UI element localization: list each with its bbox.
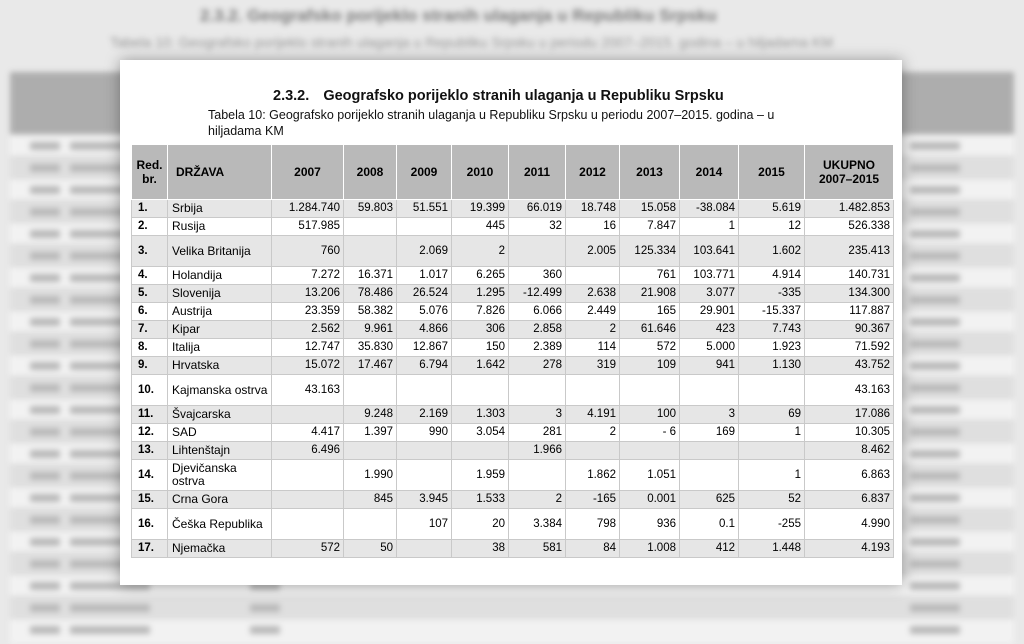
table-row (132, 424, 894, 442)
total-cell: 90.367 (805, 321, 894, 339)
value-cell: 165 (620, 303, 680, 321)
value-cell: -165 (566, 491, 620, 509)
value-cell: 2.858 (509, 321, 566, 339)
value-cell: -255 (739, 509, 805, 540)
value-cell: 625 (680, 491, 739, 509)
table-row (132, 218, 894, 236)
row-number: 11. (132, 406, 168, 424)
background-cell (910, 362, 960, 370)
value-cell: 23.359 (272, 303, 344, 321)
value-cell: 760 (272, 236, 344, 267)
background-cell (910, 296, 960, 304)
value-cell: 1 (680, 218, 739, 236)
value-cell: 572 (272, 540, 344, 558)
value-cell: 50 (344, 540, 397, 558)
value-cell: 7.826 (452, 303, 509, 321)
value-cell: 572 (620, 339, 680, 357)
value-cell: 761 (620, 267, 680, 285)
column-header: 2010 (452, 145, 509, 200)
background-cell (30, 186, 60, 194)
background-cell (910, 274, 960, 282)
table-caption: Tabela 10: Geografsko porijeklo stranih ulaganja u Republiku Srpsku u periodu 2007–2015. godina – u hiljadama KM (208, 108, 775, 138)
background-cell (910, 604, 960, 612)
value-cell: 412 (680, 540, 739, 558)
value-cell (566, 375, 620, 406)
table-row (132, 267, 894, 285)
table-row (132, 375, 894, 406)
column-header: UKUPNO 2007–2015 (805, 145, 894, 200)
total-cell: 1.482.853 (805, 200, 894, 218)
row-number: 14. (132, 460, 168, 491)
value-cell: 100 (620, 406, 680, 424)
table-row (132, 236, 894, 267)
background-cell (30, 582, 60, 590)
value-cell: 9.248 (344, 406, 397, 424)
value-cell (344, 236, 397, 267)
value-cell: 1 (739, 424, 805, 442)
value-cell: 1.966 (509, 442, 566, 460)
country-name: Djevičanska ostrva (168, 460, 272, 491)
background-cell (910, 582, 960, 590)
value-cell: 936 (620, 509, 680, 540)
value-cell: 1.448 (739, 540, 805, 558)
background-cell (30, 538, 60, 546)
value-cell: 4.914 (739, 267, 805, 285)
value-cell: 1.017 (397, 267, 452, 285)
value-cell: 69 (739, 406, 805, 424)
background-cell (910, 142, 960, 150)
total-cell: 235.413 (805, 236, 894, 267)
column-header: Red. br. (132, 145, 168, 200)
table-row (132, 406, 894, 424)
value-cell: 52 (739, 491, 805, 509)
row-number: 3. (132, 236, 168, 267)
column-header: DRŽAVA (168, 145, 272, 200)
background-cell (30, 604, 60, 612)
value-cell: 306 (452, 321, 509, 339)
background-cell (910, 406, 960, 414)
column-header: 2009 (397, 145, 452, 200)
value-cell (272, 491, 344, 509)
country-name: Holandija (168, 267, 272, 285)
value-cell: 1.862 (566, 460, 620, 491)
value-cell (680, 460, 739, 491)
total-cell: 140.731 (805, 267, 894, 285)
value-cell: 78.486 (344, 285, 397, 303)
total-cell: 526.338 (805, 218, 894, 236)
value-cell: -38.084 (680, 200, 739, 218)
total-cell: 4.193 (805, 540, 894, 558)
value-cell (566, 442, 620, 460)
total-cell: 6.863 (805, 460, 894, 491)
value-cell: 6.794 (397, 357, 452, 375)
row-number: 1. (132, 200, 168, 218)
background-cell (30, 340, 60, 348)
value-cell (272, 406, 344, 424)
background-cell (30, 230, 60, 238)
total-cell: 6.837 (805, 491, 894, 509)
background-heading: 2.3.2. Geografsko porijeklo stranih ulaganja u Republiku Srpsku (200, 6, 717, 25)
background-cell (910, 428, 960, 436)
table-header-row (132, 145, 894, 200)
value-cell: 18.748 (566, 200, 620, 218)
value-cell: 1.642 (452, 357, 509, 375)
column-header: 2014 (680, 145, 739, 200)
value-cell: 1.959 (452, 460, 509, 491)
section-title: Geografsko porijeklo stranih ulaganja u Republiku Srpsku (323, 88, 724, 104)
value-cell: -12.499 (509, 285, 566, 303)
background-cell (30, 472, 60, 480)
total-cell: 8.462 (805, 442, 894, 460)
value-cell (397, 218, 452, 236)
row-number: 4. (132, 267, 168, 285)
value-cell: 51.551 (397, 200, 452, 218)
row-number: 12. (132, 424, 168, 442)
total-cell: 117.887 (805, 303, 894, 321)
value-cell: 3.384 (509, 509, 566, 540)
value-cell: 38 (452, 540, 509, 558)
table-row (132, 442, 894, 460)
value-cell: 581 (509, 540, 566, 558)
background-cell (910, 560, 960, 568)
background-cell (30, 296, 60, 304)
value-cell: 1.284.740 (272, 200, 344, 218)
total-cell: 134.300 (805, 285, 894, 303)
background-cell (250, 626, 280, 634)
country-name: Crna Gora (168, 491, 272, 509)
background-cell (910, 164, 960, 172)
total-cell: 43.163 (805, 375, 894, 406)
country-name: Njemačka (168, 540, 272, 558)
value-cell: 13.206 (272, 285, 344, 303)
value-cell: 281 (509, 424, 566, 442)
value-cell (344, 375, 397, 406)
background-cell (30, 494, 60, 502)
row-number: 6. (132, 303, 168, 321)
country-name: Italija (168, 339, 272, 357)
value-cell (452, 442, 509, 460)
column-header: 2007 (272, 145, 344, 200)
background-cell (910, 538, 960, 546)
country-name: Rusija (168, 218, 272, 236)
value-cell: 9.961 (344, 321, 397, 339)
value-cell: 6.066 (509, 303, 566, 321)
value-cell: 17.467 (344, 357, 397, 375)
country-name: Austrija (168, 303, 272, 321)
value-cell: 169 (680, 424, 739, 442)
value-cell: 278 (509, 357, 566, 375)
value-cell: 2.449 (566, 303, 620, 321)
value-cell: 1.990 (344, 460, 397, 491)
value-cell: 4.417 (272, 424, 344, 442)
background-cell (910, 208, 960, 216)
country-name: Srbija (168, 200, 272, 218)
value-cell: 107 (397, 509, 452, 540)
value-cell: 517.985 (272, 218, 344, 236)
background-cell (30, 516, 60, 524)
value-cell: 2.169 (397, 406, 452, 424)
value-cell: 26.524 (397, 285, 452, 303)
background-cell (250, 604, 280, 612)
background-cell (910, 626, 960, 634)
value-cell: 16 (566, 218, 620, 236)
row-number: 2. (132, 218, 168, 236)
table-row (132, 321, 894, 339)
investment-table (131, 144, 894, 558)
value-cell: 66.019 (509, 200, 566, 218)
row-number: 7. (132, 321, 168, 339)
value-cell: 2 (566, 424, 620, 442)
background-cell (70, 604, 150, 612)
value-cell: 16.371 (344, 267, 397, 285)
value-cell: 445 (452, 218, 509, 236)
background-cell (30, 164, 60, 172)
background-caption: Tabela 10: Geografsko porijeklo stranih ulaganja u Republiku Srpsku u periodu 2007–2015. godina – u hiljadama KM (110, 34, 834, 50)
value-cell: 114 (566, 339, 620, 357)
value-cell (739, 375, 805, 406)
value-cell: 1 (739, 460, 805, 491)
value-cell: 0.1 (680, 509, 739, 540)
value-cell: 58.382 (344, 303, 397, 321)
value-cell: 941 (680, 357, 739, 375)
value-cell (397, 442, 452, 460)
table-row (132, 339, 894, 357)
table-row (132, 357, 894, 375)
background-cell (30, 384, 60, 392)
value-cell: 61.646 (620, 321, 680, 339)
background-cell (30, 560, 60, 568)
background-cell (910, 494, 960, 502)
country-name: Slovenija (168, 285, 272, 303)
value-cell: 20 (452, 509, 509, 540)
value-cell: 1.008 (620, 540, 680, 558)
background-row (10, 618, 1014, 641)
value-cell: 32 (509, 218, 566, 236)
value-cell: 35.830 (344, 339, 397, 357)
value-cell: 109 (620, 357, 680, 375)
country-name: Hrvatska (168, 357, 272, 375)
value-cell: 2.389 (509, 339, 566, 357)
value-cell: 798 (566, 509, 620, 540)
background-cell (910, 340, 960, 348)
background-cell (30, 318, 60, 326)
country-name: Češka Republika (168, 509, 272, 540)
background-cell (910, 516, 960, 524)
country-name: SAD (168, 424, 272, 442)
background-cell (910, 318, 960, 326)
country-name: Lihtenštajn (168, 442, 272, 460)
value-cell (397, 540, 452, 558)
value-cell: 15.058 (620, 200, 680, 218)
value-cell: 12.747 (272, 339, 344, 357)
background-cell (30, 252, 60, 260)
value-cell (509, 236, 566, 267)
value-cell: 360 (509, 267, 566, 285)
background-cell (30, 274, 60, 282)
table-row (132, 491, 894, 509)
value-cell: 4.191 (566, 406, 620, 424)
background-cell (70, 626, 150, 634)
value-cell: 1.602 (739, 236, 805, 267)
background-cell (30, 362, 60, 370)
value-cell: -15.337 (739, 303, 805, 321)
table-row (132, 540, 894, 558)
background-cell (30, 142, 60, 150)
background-row (10, 596, 1014, 619)
value-cell: 6.265 (452, 267, 509, 285)
value-cell (344, 442, 397, 460)
background-cell (910, 450, 960, 458)
value-cell: 1.397 (344, 424, 397, 442)
value-cell: - 6 (620, 424, 680, 442)
value-cell: -335 (739, 285, 805, 303)
background-cell (910, 252, 960, 260)
table-row (132, 285, 894, 303)
country-name: Velika Britanija (168, 236, 272, 267)
value-cell: 1.130 (739, 357, 805, 375)
section-heading (273, 88, 724, 104)
background-cell (910, 384, 960, 392)
value-cell: 3.077 (680, 285, 739, 303)
row-number: 8. (132, 339, 168, 357)
value-cell (509, 460, 566, 491)
row-number: 13. (132, 442, 168, 460)
background-cell (30, 428, 60, 436)
value-cell: 59.803 (344, 200, 397, 218)
value-cell (397, 460, 452, 491)
value-cell: 103.771 (680, 267, 739, 285)
row-number: 5. (132, 285, 168, 303)
value-cell: 4.866 (397, 321, 452, 339)
value-cell: 12.867 (397, 339, 452, 357)
background-cell (910, 472, 960, 480)
value-cell: 2.005 (566, 236, 620, 267)
value-cell: 423 (680, 321, 739, 339)
row-number: 15. (132, 491, 168, 509)
background-cell (30, 208, 60, 216)
value-cell: 2.069 (397, 236, 452, 267)
document-page (120, 60, 902, 585)
value-cell: 2 (509, 491, 566, 509)
value-cell: 7.847 (620, 218, 680, 236)
column-header: 2013 (620, 145, 680, 200)
table-row (132, 303, 894, 321)
value-cell: 3 (509, 406, 566, 424)
value-cell: 103.641 (680, 236, 739, 267)
value-cell (272, 509, 344, 540)
value-cell: 1.533 (452, 491, 509, 509)
background-cell (30, 406, 60, 414)
value-cell: 990 (397, 424, 452, 442)
value-cell: 2.562 (272, 321, 344, 339)
column-header: 2011 (509, 145, 566, 200)
column-header: 2012 (566, 145, 620, 200)
country-name: Švajcarska (168, 406, 272, 424)
column-header: 2015 (739, 145, 805, 200)
value-cell: 125.334 (620, 236, 680, 267)
value-cell (680, 375, 739, 406)
value-cell: 319 (566, 357, 620, 375)
value-cell: 5.619 (739, 200, 805, 218)
background-cell (30, 450, 60, 458)
total-cell: 4.990 (805, 509, 894, 540)
total-cell: 17.086 (805, 406, 894, 424)
background-cell (910, 186, 960, 194)
value-cell: 5.076 (397, 303, 452, 321)
value-cell: 1.295 (452, 285, 509, 303)
value-cell (566, 267, 620, 285)
total-cell: 71.592 (805, 339, 894, 357)
row-number: 10. (132, 375, 168, 406)
value-cell: 2.638 (566, 285, 620, 303)
table-row (132, 509, 894, 540)
value-cell: 3.054 (452, 424, 509, 442)
background-cell (30, 626, 60, 634)
row-number: 17. (132, 540, 168, 558)
value-cell: 15.072 (272, 357, 344, 375)
total-cell: 10.305 (805, 424, 894, 442)
value-cell: 2 (566, 321, 620, 339)
value-cell: 29.901 (680, 303, 739, 321)
value-cell (509, 375, 566, 406)
value-cell (344, 218, 397, 236)
value-cell: 43.163 (272, 375, 344, 406)
value-cell: 3 (680, 406, 739, 424)
background-cell (910, 230, 960, 238)
total-cell: 43.752 (805, 357, 894, 375)
value-cell: 7.743 (739, 321, 805, 339)
table-row (132, 460, 894, 491)
value-cell: 84 (566, 540, 620, 558)
value-cell: 5.000 (680, 339, 739, 357)
value-cell: 1.923 (739, 339, 805, 357)
value-cell: 7.272 (272, 267, 344, 285)
value-cell (739, 442, 805, 460)
value-cell: 2 (452, 236, 509, 267)
value-cell: 12 (739, 218, 805, 236)
country-name: Kajmanska ostrva (168, 375, 272, 406)
table-body (132, 200, 894, 558)
row-number: 9. (132, 357, 168, 375)
value-cell: 1.051 (620, 460, 680, 491)
value-cell (272, 460, 344, 491)
row-number: 16. (132, 509, 168, 540)
value-cell: 19.399 (452, 200, 509, 218)
value-cell: 0.001 (620, 491, 680, 509)
value-cell: 1.303 (452, 406, 509, 424)
value-cell (620, 375, 680, 406)
value-cell: 845 (344, 491, 397, 509)
value-cell (620, 442, 680, 460)
value-cell (397, 375, 452, 406)
value-cell (680, 442, 739, 460)
table-row (132, 200, 894, 218)
column-header: 2008 (344, 145, 397, 200)
value-cell: 150 (452, 339, 509, 357)
section-number: 2.3.2. (273, 88, 310, 104)
value-cell (452, 375, 509, 406)
value-cell (344, 509, 397, 540)
value-cell: 21.908 (620, 285, 680, 303)
value-cell: 3.945 (397, 491, 452, 509)
country-name: Kipar (168, 321, 272, 339)
value-cell: 6.496 (272, 442, 344, 460)
